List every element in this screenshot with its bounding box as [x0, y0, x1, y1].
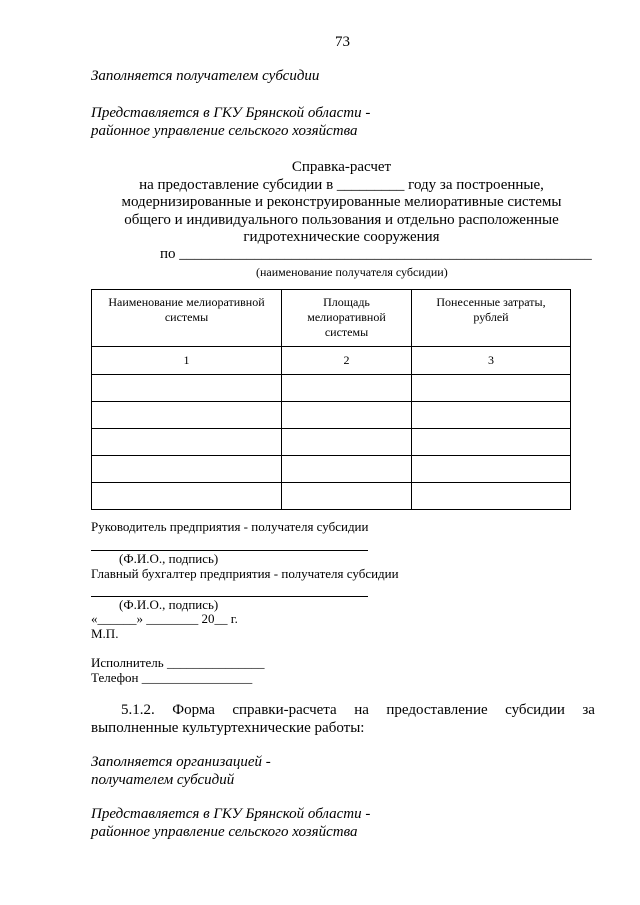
table-row: [92, 375, 571, 402]
calculation-table: [91, 289, 571, 510]
paragraph-word: справки-расчета: [232, 702, 337, 718]
head-fio-caption: (Ф.И.О., подпись): [119, 551, 219, 566]
section-paragraph-line1: [121, 702, 595, 719]
column-number: 3: [412, 347, 571, 375]
table-header-row: [92, 290, 571, 347]
table-cell: [282, 429, 412, 456]
column-number: 1: [92, 347, 282, 375]
table-cell: [92, 429, 282, 456]
document-title: Справка-расчет: [291, 159, 392, 175]
recipient-line: по _______________________________________________________: [160, 246, 592, 262]
accountant-fio-caption: (Ф.И.О., подпись): [119, 597, 219, 612]
submitted-to-line1-b: Представляется в ГКУ Брянской области -: [91, 806, 371, 822]
submitted-to-line1: Представляется в ГКУ Брянской области -: [91, 105, 371, 121]
paragraph-word: субсидии: [505, 702, 565, 718]
title-line4: общего и индивидуального пользования и отдельно расположенные: [124, 212, 559, 228]
date-line: «______» ________ 20__ г.: [91, 611, 238, 626]
table-cell: [92, 483, 282, 510]
table-cell: [282, 483, 412, 510]
recipient-caption: (наименование получателя субсидии): [256, 265, 448, 279]
table-cell: [92, 456, 282, 483]
stamp-label: М.П.: [91, 626, 119, 641]
table-cell: [282, 456, 412, 483]
title-line3: модернизированные и реконструированные мелиоративные системы: [121, 194, 562, 210]
table-cell: [282, 375, 412, 402]
filled-by-org-line1: Заполняется организацией -: [91, 754, 271, 770]
table-row: [92, 429, 571, 456]
table-cell: [412, 429, 571, 456]
column-header: Наименование мелиоративной системы: [92, 290, 282, 347]
executor-line: Исполнитель _______________: [91, 655, 265, 670]
page-number: 73: [335, 34, 350, 50]
column-number: 2: [282, 347, 412, 375]
table-cell: [282, 402, 412, 429]
table-row: [92, 402, 571, 429]
paragraph-word: на: [354, 702, 369, 718]
accountant-signature-label: Главный бухгалтер предприятия - получателя субсидии: [91, 566, 399, 581]
table-cell: [92, 402, 282, 429]
title-line5: гидротехнические сооружения: [243, 229, 440, 245]
paragraph-word: предоставление: [386, 702, 488, 718]
table-cell: [412, 375, 571, 402]
head-signature-label: Руководитель предприятия - получателя субсидии: [91, 519, 369, 534]
filled-by-org-line2: получателем субсидий: [91, 772, 235, 788]
table-cell: [412, 483, 571, 510]
table-cell: [412, 402, 571, 429]
paragraph-word: за: [582, 702, 595, 718]
paragraph-word: Форма: [172, 702, 215, 718]
table-row: [92, 483, 571, 510]
table-cell: [92, 375, 282, 402]
table-cell: [412, 456, 571, 483]
table-row: [92, 456, 571, 483]
column-number-row: [92, 347, 571, 375]
section-paragraph-line2: выполненные культуртехнические работы:: [91, 720, 365, 736]
paragraph-word: 5.1.2.: [121, 702, 155, 718]
column-header: Площадь мелиоративной системы: [282, 290, 412, 347]
filled-by-note: Заполняется получателем субсидии: [91, 68, 320, 84]
submitted-to-line2: районное управление сельского хозяйства: [91, 123, 358, 139]
column-header: Понесенные затраты, рублей: [412, 290, 571, 347]
submitted-to-line2-b: районное управление сельского хозяйства: [91, 824, 358, 840]
title-line2: на предоставление субсидии в _________ году за построенные,: [139, 177, 544, 193]
phone-line: Телефон _________________: [91, 670, 253, 685]
